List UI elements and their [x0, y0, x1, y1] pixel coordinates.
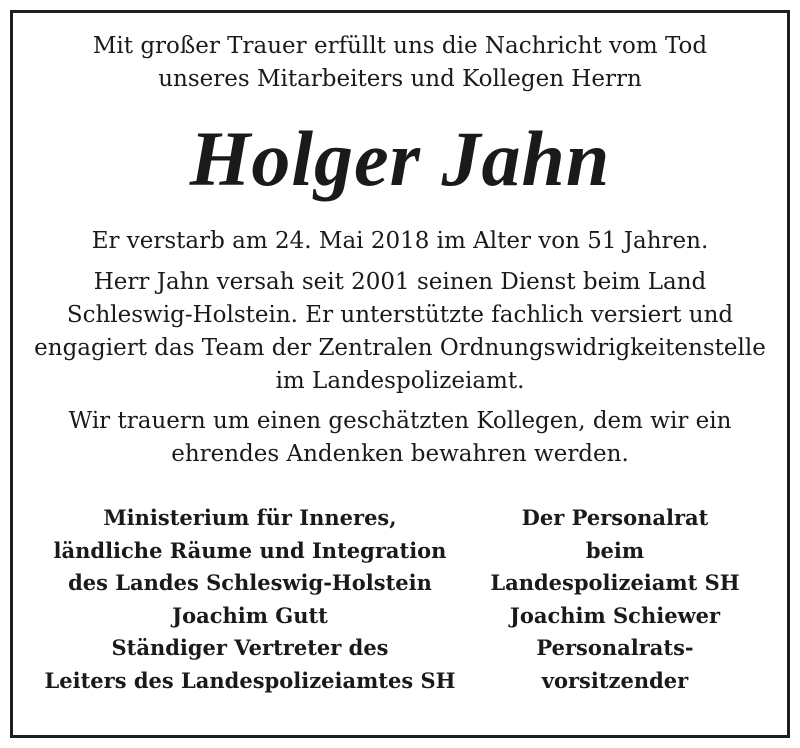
signatory-line: Landespolizeiamt SH [490, 570, 740, 595]
service-line: Schleswig-Holstein. Er unterstützte fachlich versiert und [66, 302, 734, 328]
signatory-ministry [20, 502, 480, 697]
service-line: Herr Jahn versah seit 2001 seinen Dienst beim Land [93, 269, 707, 295]
intro-line: Mit großer Trauer erfüllt uns die Nachricht vom Tod [92, 33, 708, 59]
service-line: engagiert das Team der Zentralen Ordnungswidrigkeitenstelle [34, 335, 766, 361]
mourning-line: Wir trauern um einen geschätzten Kollegen, dem wir ein [68, 408, 732, 434]
signatory-line: Personalrats- [536, 635, 694, 660]
signatory-line: beim [585, 537, 645, 563]
mourning-line: ehrendes Andenken bewahren werden. [171, 441, 629, 467]
intro-text [0, 30, 800, 96]
death-statement: Er verstarb am 24. Mai 2018 im Alter von 51 Jahren. [91, 228, 709, 254]
signatory-line: ländliche Räume und Integration [53, 537, 447, 563]
signatory-line: des Landes Schleswig-Holstein [68, 570, 432, 595]
service-paragraph [0, 266, 800, 398]
mourning-paragraph [0, 405, 800, 471]
signatory-line: Ständiger Vertreter des [111, 635, 389, 660]
signatory-line: Der Personalrat [521, 505, 709, 530]
signatory-line: vorsitzender [541, 667, 689, 693]
signatory-line: Leiters des Landespolizeiamtes SH [44, 667, 456, 693]
signatory-staff-council [485, 502, 745, 697]
signatory-line: Joachim Gutt [172, 602, 328, 628]
intro-line: unseres Mitarbeiters und Kollegen Herrn [158, 66, 642, 92]
signatory-line: Joachim Schiewer [509, 602, 721, 628]
signatory-line: Ministerium für Inneres, [103, 505, 397, 530]
service-line: im Landespolizeiamt. [275, 368, 525, 394]
deceased-name: Holger Jahn [189, 115, 611, 202]
